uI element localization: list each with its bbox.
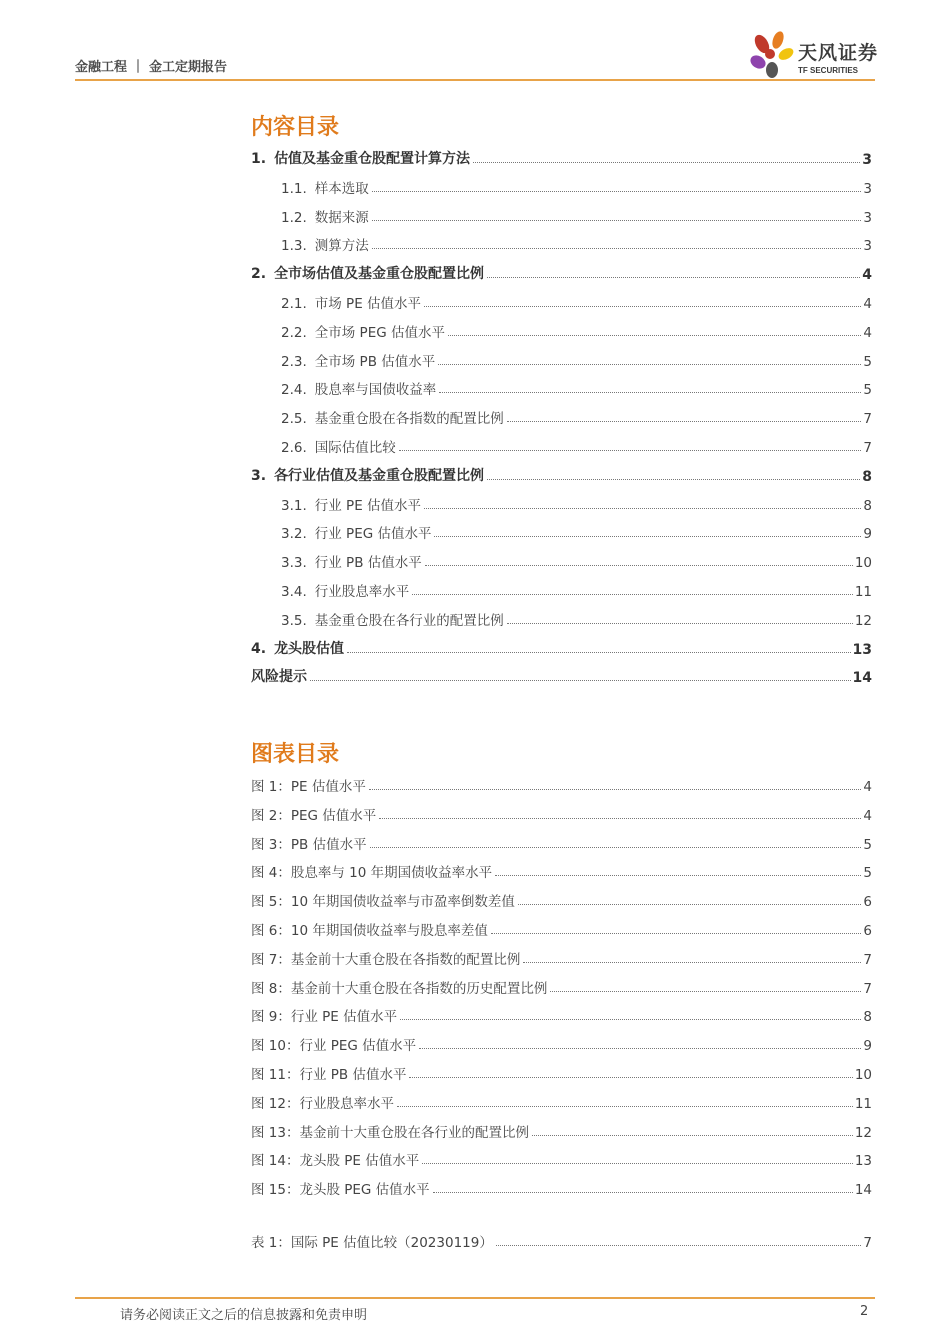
entry-number: 3.4.	[281, 584, 307, 600]
entry-page: 7	[863, 411, 872, 428]
entry-number: 2.6.	[281, 440, 307, 456]
entry-page: 4	[863, 807, 872, 824]
entry-text: 图 2：PEG 估值水平	[251, 807, 377, 824]
dot-leader	[507, 623, 853, 624]
footer-rule	[75, 1297, 875, 1299]
entry-label	[281, 292, 421, 312]
dot-leader	[372, 220, 862, 221]
entry-text: 股息率与国债收益率	[314, 382, 437, 399]
entry-text: 龙头股估值	[274, 640, 345, 657]
entry-label	[281, 206, 369, 226]
entry-page: 4	[863, 296, 872, 312]
toc-entry[interactable]	[281, 522, 872, 542]
entry-number: 2.3.	[281, 353, 307, 370]
entry-text: 表 1：国际 PE 估值比较（20230119）	[251, 1235, 493, 1251]
entry-page: 8	[862, 468, 872, 485]
entry-page: 5	[863, 836, 872, 853]
figure-entry[interactable]	[251, 919, 872, 939]
toc-entry[interactable]	[281, 378, 872, 398]
toc-entry[interactable]	[281, 609, 872, 629]
entry-text: 行业 PE 估值水平	[314, 497, 422, 514]
entry-page: 5	[863, 865, 872, 882]
entry-label	[251, 1034, 416, 1054]
toc-entry[interactable]	[281, 206, 872, 226]
entry-text: 行业 PB 估值水平	[314, 555, 422, 572]
entry-text: 图 9：行业 PE 估值水平	[251, 1009, 398, 1026]
entry-label	[281, 177, 369, 197]
dot-leader	[397, 1106, 853, 1107]
entry-page: 12	[854, 612, 872, 629]
figure-entry[interactable]	[251, 890, 872, 910]
entry-page: 11	[854, 584, 872, 600]
entry-label	[251, 890, 515, 910]
entry-number: 3.3.	[281, 555, 307, 572]
toc-entry[interactable]	[281, 494, 872, 514]
dot-leader	[532, 1135, 853, 1136]
entry-text: 图 3：PB 估值水平	[251, 836, 367, 853]
entry-label	[281, 551, 422, 571]
figure-entry[interactable]	[251, 1231, 872, 1251]
entry-page: 7	[863, 440, 872, 456]
entry-text: 市场 PE 估值水平	[314, 296, 422, 312]
entry-number: 4.	[251, 640, 267, 657]
entry-label	[281, 234, 369, 254]
toc-entry[interactable]	[281, 350, 872, 370]
entry-label	[251, 263, 484, 283]
dot-leader	[448, 335, 861, 336]
dot-leader	[400, 1019, 861, 1020]
dot-leader	[438, 364, 861, 365]
entry-label	[251, 1178, 430, 1198]
entry-label	[281, 580, 409, 600]
dot-leader	[434, 536, 861, 537]
dot-leader	[523, 962, 861, 963]
figure-entry[interactable]	[251, 804, 872, 824]
figure-entry[interactable]	[251, 977, 872, 997]
entry-label	[281, 609, 504, 629]
figures-title: 图表目录	[251, 742, 340, 767]
entry-label	[251, 1005, 397, 1025]
entry-number: 1.1.	[281, 180, 307, 197]
figure-entry[interactable]	[251, 1063, 872, 1083]
entry-number: 2.4.	[281, 382, 307, 399]
entry-page: 9	[863, 1038, 872, 1055]
entry-page: 8	[863, 1009, 872, 1026]
entry-text: 全市场 PEG 估值水平	[314, 324, 445, 341]
company-logo	[748, 30, 878, 82]
entry-page: 3	[863, 180, 872, 197]
entry-text: 行业股息率水平	[314, 584, 410, 600]
entry-label	[281, 522, 431, 542]
figure-entry[interactable]	[251, 948, 872, 968]
entry-page: 13	[852, 641, 872, 658]
dot-leader	[487, 277, 860, 278]
entry-text: 图 6：10 年期国债收益率与股息率差值	[251, 923, 488, 939]
entry-text: 图 15：龙头股 PEG 估值水平	[251, 1182, 430, 1199]
entry-page: 3	[863, 238, 872, 255]
entry-label	[251, 919, 488, 939]
dot-leader	[419, 1048, 861, 1049]
entry-page: 7	[863, 980, 872, 997]
entry-page: 12	[854, 1124, 872, 1141]
dot-leader	[424, 306, 861, 307]
entry-text: 图 14：龙头股 PE 估值水平	[251, 1153, 420, 1170]
entry-label	[281, 494, 421, 514]
dot-leader	[369, 789, 862, 790]
entry-label	[251, 1149, 419, 1169]
entry-text: 图 11：行业 PB 估值水平	[251, 1067, 407, 1083]
entry-number: 3.2.	[281, 526, 307, 543]
figure-entry[interactable]	[251, 1034, 872, 1054]
dot-leader	[487, 479, 860, 480]
toc-entry[interactable]	[251, 666, 872, 686]
entry-page: 3	[863, 209, 872, 226]
entry-text: 样本选取	[314, 180, 369, 197]
entry-text: 各行业估值及基金重仓股配置比例	[274, 467, 485, 484]
entry-page: 4	[863, 324, 872, 341]
dot-leader	[372, 191, 862, 192]
toc-entry[interactable]	[281, 580, 872, 600]
entry-page: 3	[862, 152, 872, 168]
entry-text: 风险提示	[251, 669, 307, 686]
figure-entry[interactable]	[251, 861, 872, 881]
entry-text: 测算方法	[314, 238, 369, 255]
entry-label	[281, 436, 396, 456]
entry-label	[251, 1231, 493, 1251]
logo-name: 天风证券	[798, 42, 879, 64]
entry-text: 全市场 PB 估值水平	[314, 353, 436, 370]
toc-title: 内容目录	[251, 115, 340, 140]
entry-label	[251, 977, 547, 997]
entry-number: 2.1.	[281, 296, 307, 312]
dot-leader	[439, 392, 861, 393]
entry-page: 5	[863, 382, 872, 399]
dot-leader	[379, 818, 861, 819]
entry-text: 基金重仓股在各行业的配置比例	[314, 612, 504, 629]
entry-label	[251, 804, 376, 824]
logo-flower-icon	[748, 30, 796, 82]
entry-label	[251, 1092, 394, 1112]
entry-number: 1.	[251, 151, 267, 167]
entry-number: 3.	[251, 467, 267, 484]
dot-leader	[409, 1077, 852, 1078]
entry-page: 6	[863, 923, 872, 939]
entry-number: 1.3.	[281, 238, 307, 255]
dot-leader	[491, 933, 862, 934]
entry-label	[251, 833, 367, 853]
entry-page: 10	[854, 555, 872, 572]
logo-subtitle: TF SECURITIES	[798, 66, 859, 75]
entry-label	[281, 321, 445, 341]
entry-label	[251, 1121, 529, 1141]
dot-leader	[507, 421, 862, 422]
dot-leader	[399, 450, 862, 451]
dot-leader	[496, 1245, 862, 1246]
entry-text: 行业 PEG 估值水平	[314, 526, 432, 543]
entry-page: 14	[854, 1182, 872, 1199]
entry-text: 估值及基金重仓股配置计算方法	[274, 151, 471, 167]
toc-entry[interactable]	[281, 292, 872, 312]
toc-entry[interactable]	[281, 177, 872, 197]
entry-page: 9	[863, 526, 872, 543]
toc-entry[interactable]	[251, 465, 872, 485]
entry-label	[281, 378, 436, 398]
entry-page: 10	[854, 1067, 872, 1083]
page-number: 2	[860, 1304, 869, 1319]
toc-entry[interactable]	[281, 321, 872, 341]
entry-number: 1.2.	[281, 209, 307, 226]
dot-leader	[412, 594, 853, 595]
entry-label	[251, 775, 366, 795]
entry-text: 图 5：10 年期国债收益率与市盈率倒数差值	[251, 894, 515, 911]
toc-entry[interactable]	[251, 148, 872, 168]
figure-entry[interactable]	[251, 1178, 872, 1198]
dot-leader	[473, 162, 860, 163]
entry-label	[251, 861, 492, 881]
dot-leader	[347, 652, 850, 653]
figure-entry[interactable]	[251, 1092, 872, 1112]
entry-text: 图 4：股息率与 10 年期国债收益率水平	[251, 865, 493, 882]
figure-entry[interactable]	[251, 1005, 872, 1025]
dot-leader	[495, 875, 861, 876]
entry-label	[251, 1063, 406, 1083]
entry-label	[251, 148, 470, 168]
entry-text: 国际估值比较	[314, 440, 396, 456]
entry-label	[251, 638, 344, 658]
entry-number: 2.2.	[281, 324, 307, 341]
dot-leader	[425, 565, 853, 566]
entry-label	[281, 407, 504, 427]
entry-number: 2.5.	[281, 411, 307, 428]
toc-entry[interactable]	[251, 263, 872, 283]
entry-number: 3.5.	[281, 612, 307, 629]
entry-text: 图 12：行业股息率水平	[251, 1095, 394, 1112]
entry-page: 5	[863, 353, 872, 370]
disclaimer-text: 请务必阅读正文之后的信息披露和免责申明	[120, 1308, 368, 1323]
entry-label	[251, 948, 520, 968]
entry-page: 8	[863, 497, 872, 514]
entry-text: 数据来源	[314, 209, 369, 226]
entry-label	[281, 350, 435, 370]
entry-number: 2.	[251, 266, 267, 283]
toc-entry[interactable]	[281, 436, 872, 456]
entry-label	[251, 465, 484, 485]
entry-text: 图 10：行业 PEG 估值水平	[251, 1038, 417, 1055]
dot-leader	[372, 248, 862, 249]
entry-page: 13	[854, 1153, 872, 1170]
entry-text: 全市场估值及基金重仓股配置比例	[274, 266, 485, 283]
dot-leader	[370, 847, 862, 848]
figure-entry[interactable]	[251, 833, 872, 853]
figure-entry[interactable]	[251, 1149, 872, 1169]
dot-leader	[424, 508, 861, 509]
entry-page: 11	[854, 1095, 872, 1112]
toc-entry[interactable]	[251, 638, 872, 658]
entry-page: 4	[863, 779, 872, 795]
header-text: 金融工程 ｜ 金工定期报告	[75, 60, 228, 75]
toc-entry[interactable]	[281, 407, 872, 427]
dot-leader	[310, 680, 851, 681]
entry-label	[251, 666, 307, 686]
entry-text: 图 1：PE 估值水平	[251, 779, 366, 795]
figure-entry[interactable]	[251, 775, 872, 795]
entry-number: 3.1.	[281, 497, 307, 514]
entry-text: 基金重仓股在各指数的配置比例	[314, 411, 504, 428]
dot-leader	[518, 904, 862, 905]
entry-page: 7	[863, 1235, 872, 1251]
entry-page: 7	[863, 951, 872, 968]
entry-text: 图 13：基金前十大重仓股在各行业的配置比例	[251, 1124, 529, 1141]
entry-page: 14	[852, 670, 872, 687]
entry-page: 4	[862, 267, 872, 284]
dot-leader	[433, 1192, 853, 1193]
toc-entry[interactable]	[281, 234, 872, 254]
entry-text: 图 8：基金前十大重仓股在各指数的历史配置比例	[251, 980, 548, 997]
figure-entry[interactable]	[251, 1121, 872, 1141]
toc-entry[interactable]	[281, 551, 872, 571]
dot-leader	[422, 1163, 853, 1164]
dot-leader	[550, 991, 861, 992]
entry-text: 图 7：基金前十大重仓股在各指数的配置比例	[251, 951, 521, 968]
entry-page: 6	[863, 894, 872, 911]
